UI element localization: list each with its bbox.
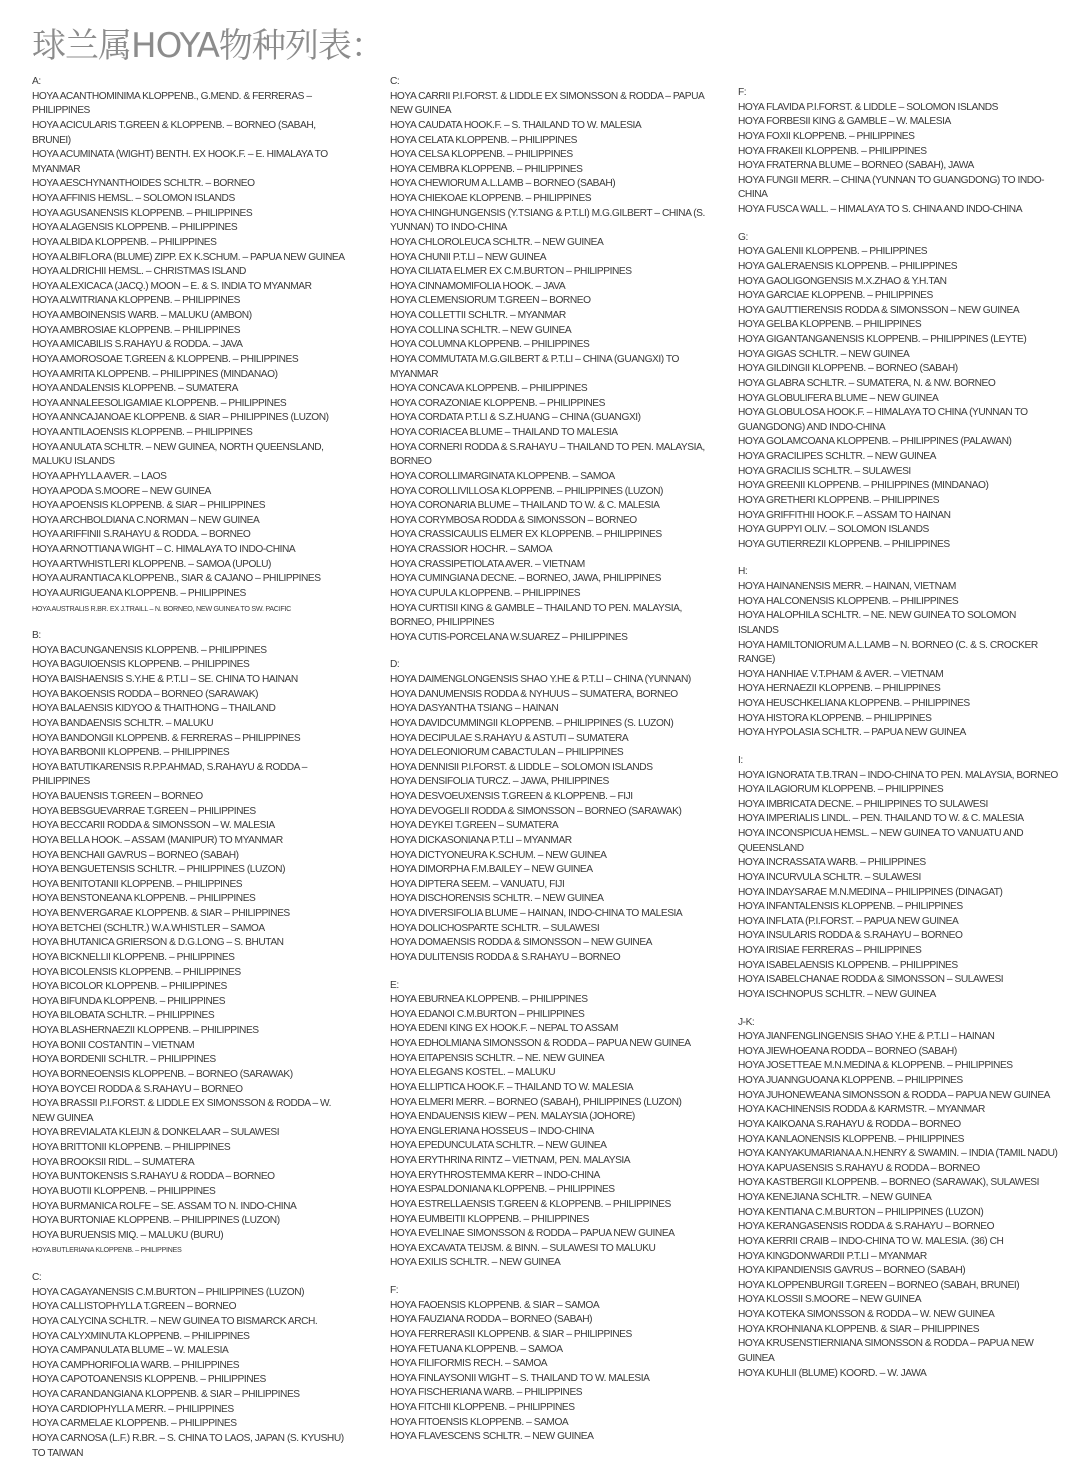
species-list: [390, 993, 710, 1271]
species-entry: HOYA BAGUIOENSIS KLOPPENB. – PHILIPPINES: [32, 659, 250, 671]
species-entry: HOYA ALBIFLORA (BLUME) ZIPP. EX K.SCHUM. – PAPUA NEW GUINEA: [32, 251, 345, 263]
species-entry: HOYA CARNOSA (L.F.) R.BR. – S. CHINA TO LAOS, JAPAN (S. KYUSHU) TO TAIWAN: [32, 1432, 344, 1459]
species-list: [390, 90, 710, 646]
species-entry: HOYA GIGANTANGANENSIS KLOPPENB. – PHILIPPINES (LEYTE): [738, 334, 1027, 345]
species-entry: HOYA BIFUNDA KLOPPENB. – PHILIPPINES: [32, 995, 226, 1007]
species-entry: HOYA DECIPULAE S.RAHAYU & ASTUTI – SUMATERA: [390, 732, 629, 744]
species-entry: HOYA INDAYSARAE M.N.MEDINA – PHILIPPINES (DINAGAT): [738, 886, 1003, 898]
species-entry: HOYA GRIFFITHII HOOK.F. – ASSAM TO HAINAN: [738, 509, 951, 521]
species-entry: HOYA ANNCAJANOAE KLOPPENB. & SIAR – PHILIPPINES (LUZON): [32, 412, 329, 424]
species-entry: HOYA ARNOTTIANA WIGHT – C. HIMALAYA TO INDO-CHINA: [32, 544, 296, 555]
species-entry: HOYA BHUTANICA GRIERSON & D.G.LONG – S. BHUTAN: [32, 937, 284, 949]
letter-section: [738, 231, 1058, 553]
species-entry: HOYA BUNTOKENSIS S.RAHAYU & RODDA – BORNEO: [32, 1171, 275, 1183]
species-entry: HOYA DOLICHOSPARTE SCHLTR. – SULAWESI: [390, 922, 600, 934]
species-entry: HOYA FILIFORMIS RECH. – SAMOA: [390, 1358, 548, 1370]
species-list: [32, 90, 352, 617]
species-entry: HOYA GLOBULIFERA BLUME – NEW GUINEA: [738, 392, 939, 404]
species-entry: HOYA IRISIAE FERRERAS – PHILIPPINES: [738, 945, 922, 956]
species-entry: HOYA HYPOLASIA SCHLTR. – PAPUA NEW GUINEA: [738, 727, 966, 739]
species-entry: HOYA CHUNII P.T.LI – NEW GUINEA: [390, 251, 547, 263]
species-entry: HOYA KERRII CRAIB – INDO-CHINA TO W. MALESIA. (36) CH: [738, 1235, 1004, 1247]
species-column-3: [738, 86, 1058, 1394]
species-entry: HOYA DENSIFOLIA TURCZ. – JAWA, PHILIPPINES: [390, 776, 609, 788]
species-entry: HOYA CHIEKOAE KLOPPENB. – PHILIPPINES: [390, 193, 592, 204]
species-entry: HOYA KINGDONWARDII P.T.LI – MYANMAR: [738, 1250, 927, 1262]
species-entry: HOYA BENGUETENSIS SCHLTR. – PHILIPPINES (LUZON): [32, 864, 286, 876]
species-entry: HOYA KROHNIANA KLOPPENB. & SIAR – PHILIPPINES: [738, 1323, 980, 1335]
species-entry: HOYA BEBSGUEVARRAE T.GREEN – PHILIPPINES: [32, 805, 256, 817]
species-entry: HOYA EPEDUNCULATA SCHLTR. – NEW GUINEA: [390, 1140, 607, 1152]
species-entry: HOYA INCURVULA SCHLTR. – SULAWESI: [738, 871, 921, 883]
species-entry: HOYA ELEGANS KOSTEL. – MALUKU: [390, 1067, 556, 1079]
species-entry: HOYA CRASSIPETIOLATA AVER. – VIETNAM: [390, 558, 585, 570]
species-entry: HOYA ACUMINATA (WIGHT) BENTH. EX HOOK.F. – E. HIMALAYA TO MYANMAR: [32, 149, 328, 175]
page-title: 球兰属HOYA物种列表：: [32, 26, 384, 66]
species-entry: HOYA GOLAMCOANA KLOPPENB. – PHILIPPINES (PALAWAN): [738, 436, 1012, 448]
species-entry: HOYA GILDINGII KLOPPENB. – BORNEO (SABAH): [738, 363, 958, 375]
species-entry: HOYA EDENI KING EX HOOK.F. – NEPAL TO ASSAM: [390, 1023, 619, 1035]
species-entry: HOYA BUTLERIANA KLOPPENB. – PHILIPPINES: [32, 1245, 182, 1255]
species-entry: HOYA CRASSIOR HOCHR. – SAMOA: [390, 544, 553, 555]
species-entry: HOYA ERYTHRINA RINTZ – VIETNAM, PEN. MALAYSIA: [390, 1155, 631, 1166]
species-entry: HOYA ELLIPTICA HOOK.F. – THAILAND TO W. MALESIA: [390, 1081, 634, 1093]
species-entry: HOYA CRASSICAULIS ELMER EX KLOPPENB. – PHILIPPINES: [390, 529, 662, 541]
species-entry: HOYA CINNAMOMIFOLIA HOOK. – JAVA: [390, 280, 566, 292]
species-entry: HOYA INFLATA (P.I.FORST. – PAPUA NEW GUINEA: [738, 915, 959, 927]
species-entry: HOYA BENSTONEANA KLOPPENB. – PHILIPPINES: [32, 893, 256, 905]
species-list: [32, 1286, 352, 1462]
species-entry: HOYA CUMINGIANA DECNE. – BORNEO, JAWA, PHILIPPINES: [390, 573, 661, 585]
species-entry: HOYA IMPERIALIS LINDL. – PEN. THAILAND TO W. & C. MALESIA: [738, 813, 1024, 825]
species-entry: HOYA COROLLIVILLOSA KLOPPENB. – PHILIPPINES (LUZON): [390, 485, 663, 497]
species-entry: HOYA HANHIAE V.T.PHAM & AVER. – VIETNAM: [738, 668, 944, 680]
species-entry: HOYA GREENII KLOPPENB. – PHILIPPINES (MINDANAO): [738, 480, 989, 492]
species-entry: HOYA ESTRELLAENSIS T.GREEN & KLOPPENB. – PHILIPPINES: [390, 1198, 671, 1210]
species-entry: HOYA GRACILIS SCHLTR. – SULAWESI: [738, 465, 911, 477]
species-entry: HOYA BENITOTANII KLOPPENB. – PHILIPPINES: [32, 878, 243, 890]
species-entry: HOYA DANUMENSIS RODDA & NYHUUS – SUMATERA, BORNEO: [390, 688, 678, 700]
species-entry: HOYA FOXII KLOPPENB. – PHILIPPINES: [738, 130, 915, 142]
species-entry: HOYA CALLISTOPHYLLA T.GREEN – BORNEO: [32, 1301, 237, 1313]
species-entry: HOYA CARANDANGIANA KLOPPENB. & SIAR – PHILIPPINES: [32, 1389, 300, 1400]
species-entry: HOYA AGUSANENSIS KLOPPENB. – PHILIPPINES: [32, 207, 253, 219]
species-entry: HOYA DASYANTHA TSIANG – HAINAN: [390, 703, 559, 715]
species-entry: HOYA KERANGASENSIS RODDA & S.RAHAYU – BORNEO: [738, 1221, 995, 1233]
section-letter-heading: C:: [390, 76, 400, 87]
species-entry: HOYA CHEWIORUM A.L.LAMB – BORNEO (SABAH): [390, 178, 616, 190]
species-entry: HOYA GARCIAE KLOPPENB. – PHILIPPINES: [738, 290, 933, 302]
species-entry: HOYA BICOLENSIS KLOPPENB. – PHILIPPINES: [32, 966, 241, 978]
species-entry: HOYA CONCAVA KLOPPENB. – PHILIPPINES: [390, 383, 588, 395]
species-entry: HOYA FUSCA WALL. – HIMALAYA TO S. CHINA AND INDO-CHINA: [738, 204, 1023, 215]
species-entry: HOYA FITCHII KLOPPENB. – PHILIPPINES: [390, 1402, 575, 1413]
species-entry: HOYA CAMPHORIFOLIA WARB. – PHILIPPINES: [32, 1359, 240, 1371]
species-entry: HOYA ANNALEESOLIGAMIAE KLOPPENB. – PHILIPPINES: [32, 397, 287, 409]
species-entry: HOYA JOSETTEAE M.N.MEDINA & KLOPPENB. – PHILIPPINES: [738, 1060, 1013, 1072]
species-entry: HOYA DEVOGELII RODDA & SIMONSSON – BORNEO (SARAWAK): [390, 805, 682, 817]
species-entry: HOYA ELMERI MERR. – BORNEO (SABAH), PHILIPPINES (LUZON): [390, 1096, 682, 1108]
section-letter-heading: H:: [738, 566, 748, 578]
section-letter-heading: F:: [738, 87, 747, 98]
species-entry: HOYA ENGLERIANA HOSSEUS – INDO-CHINA: [390, 1125, 594, 1137]
species-entry: HOYA FLAVESCENS SCHLTR. – NEW GUINEA: [390, 1431, 594, 1443]
species-entry: HOYA BLASHERNAEZII KLOPPENB. – PHILIPPINES: [32, 1025, 259, 1036]
letter-section: [390, 979, 710, 1272]
species-entry: HOYA GLABRA SCHLTR. – SUMATERA, N. & NW. BORNEO: [738, 377, 996, 389]
species-entry: HOYA APOENSIS KLOPPENB. & SIAR – PHILIPPINES: [32, 500, 266, 512]
species-entry: HOYA GALERAENSIS KLOPPENB. – PHILIPPINES: [738, 260, 958, 272]
species-entry: HOYA BATUTIKARENSIS R.P.P.AHMAD, S.RAHAYU & RODDA – PHILIPPINES: [32, 761, 308, 788]
species-list: [390, 673, 710, 966]
species-entry: HOYA JIANFENGLINGENSIS SHAO Y.HE & P.T.LI – HAINAN: [738, 1031, 995, 1043]
species-entry: HOYA BOYCEI RODDA & S.RAHAYU – BORNEO: [32, 1083, 243, 1095]
species-entry: HOYA ESPALDONIANA KLOPPENB. – PHILIPPINES: [390, 1184, 615, 1196]
letter-section: [738, 754, 1058, 1003]
section-letter-heading: C:: [32, 1272, 42, 1283]
species-entry: HOYA KASTBERGII KLOPPENB. – BORNEO (SARAWAK), SULAWESI: [738, 1177, 1040, 1189]
species-entry: HOYA FINLAYSONII WIGHT – S. THAILAND TO W. MALESIA: [390, 1372, 650, 1384]
species-entry: HOYA FLAVIDA P.I.FORST. & LIDDLE – SOLOMON ISLANDS: [738, 101, 999, 113]
species-entry: HOYA CHLOROLEUCA SCHLTR. – NEW GUINEA: [390, 236, 604, 248]
species-entry: HOYA COLLINA SCHLTR. – NEW GUINEA: [390, 324, 572, 336]
species-entry: HOYA BARBONII KLOPPENB. – PHILIPPINES: [32, 747, 230, 759]
section-letter-heading: A:: [32, 76, 41, 87]
letter-section: [390, 658, 710, 965]
species-entry: HOYA HERNAEZII KLOPPENB. – PHILIPPINES: [738, 683, 941, 695]
species-entry: HOYA CUTIS-PORCELANA W.SUAREZ – PHILIPPINES: [390, 631, 628, 643]
species-entry: HOYA CEMBRA KLOPPENB. – PHILIPPINES: [390, 163, 583, 175]
species-entry: HOYA AMBOINENSIS WARB. – MALUKU (AMBON): [32, 310, 252, 321]
species-entry: HOYA AMBROSIAE KLOPPENB. – PHILIPPINES: [32, 324, 241, 336]
species-entry: HOYA FERRERASII KLOPPENB. & SIAR – PHILIPPINES: [390, 1328, 632, 1340]
species-entry: HOYA ARCHBOLDIANA C.NORMAN – NEW GUINEA: [32, 514, 260, 526]
species-entry: HOYA DEYKEI T.GREEN – SUMATERA: [390, 820, 559, 832]
species-entry: HOYA EUMBEITII KLOPPENB. – PHILIPPINES: [390, 1213, 589, 1225]
species-entry: HOYA HALCONENSIS KLOPPENB. – PHILIPPINES: [738, 595, 959, 607]
species-entry: HOYA ALAGENSIS KLOPPENB. – PHILIPPINES: [32, 222, 238, 234]
species-entry: HOYA INCRASSATA WARB. – PHILIPPINES: [738, 857, 926, 869]
species-entry: HOYA GLOBULOSA HOOK.F. – HIMALAYA TO CHINA (YUNNAN TO GUANGDONG) AND INDO-CHINA: [738, 407, 1028, 433]
species-entry: HOYA CARRII P.I.FORST. & LIDDLE EX SIMONSSON & RODDA – PAPUA NEW GUINEA: [390, 90, 704, 117]
species-entry: HOYA KANYAKUMARIANA A.N.HENRY & SWAMIN. – INDIA (TAMIL NADU): [738, 1148, 1058, 1160]
species-entry: HOYA BRASSII P.I.FORST. & LIDDLE EX SIMONSSON & RODDA – W. NEW GUINEA: [32, 1098, 332, 1124]
species-entry: HOYA GRACILIPES SCHLTR. – NEW GUINEA: [738, 451, 936, 462]
species-entry: HOYA CORONARIA BLUME – THAILAND TO W. & C. MALESIA: [390, 500, 660, 512]
species-list: [738, 580, 1058, 741]
letter-section: [738, 1016, 1058, 1382]
species-entry: HOYA ANULATA SCHLTR. – NEW GUINEA, NORTH QUEENSLAND, MALUKU ISLANDS: [32, 441, 324, 468]
species-entry: HOYA BRITTONII KLOPPENB. – PHILIPPINES: [32, 1142, 231, 1153]
species-entry: HOYA DAIMENGLONGENSIS SHAO Y.HE & P.T.LI – CHINA (YUNNAN): [390, 674, 691, 685]
species-entry: HOYA ALEXICACA (JACQ.) MOON – E. & S. INDIA TO MYANMAR: [32, 280, 312, 292]
species-entry: HOYA DIPTERA SEEM. – VANUATU, FIJI: [390, 878, 565, 890]
species-entry: HOYA DICKASONIANA P.T.LI – MYANMAR: [390, 834, 572, 846]
species-entry: HOYA CAUDATA HOOK.F. – S. THAILAND TO W. MALESIA: [390, 119, 642, 131]
species-entry: HOYA GELBA KLOPPENB. – PHILIPPINES: [738, 319, 922, 331]
species-entry: HOYA IMBRICATA DECNE. – PHILIPPINES TO SULAWESI: [738, 798, 988, 810]
species-entry: HOYA AMRITA KLOPPENB. – PHILIPPINES (MINDANAO): [32, 368, 278, 380]
species-entry: HOYA CORNERI RODDA & S.RAHAYU – THAILAND TO PEN. MALAYSIA, BORNEO: [390, 441, 705, 468]
species-entry: HOYA KENTIANA C.M.BURTON – PHILIPPINES (LUZON): [738, 1206, 984, 1218]
species-entry: HOYA ISABELAENSIS KLOPPENB. – PHILIPPINES: [738, 959, 958, 971]
species-entry: HOYA FITOENSIS KLOPPENB. – SAMOA: [390, 1416, 569, 1428]
species-entry: HOYA AESCHYNANTHOIDES SCHLTR. – BORNEO: [32, 178, 255, 190]
species-entry: HOYA ANDALENSIS KLOPPENB. – SUMATERA: [32, 383, 238, 395]
species-entry: HOYA CORIACEA BLUME – THAILAND TO MALESIA: [390, 427, 618, 438]
species-entry: HOYA COROLLIMARGINATA KLOPPENB. – SAMOA: [390, 470, 615, 482]
species-entry: HOYA GUTIERREZII KLOPPENB. – PHILIPPINES: [738, 538, 950, 550]
species-entry: HOYA AURANTIACA KLOPPENB., SIAR & CAJANO – PHILIPPINES: [32, 573, 321, 585]
species-entry: HOYA CAPOTOANENSIS KLOPPENB. – PHILIPPINES: [32, 1374, 266, 1386]
species-entry: HOYA KUHLII (BLUME) KOORD. – W. JAWA: [738, 1367, 927, 1379]
species-entry: HOYA INSULARIS RODDA & S.RAHAYU – BORNEO: [738, 930, 963, 942]
species-entry: HOYA FAUZIANA RODDA – BORNEO (SABAH): [390, 1314, 593, 1326]
species-entry: HOYA ENDAUENSIS KIEW – PEN. MALAYSIA (JOHORE): [390, 1111, 635, 1123]
species-entry: HOYA BILOBATA SCHLTR. – PHILIPPINES: [32, 1010, 215, 1022]
species-entry: HOYA BAUENSIS T.GREEN – BORNEO: [32, 791, 203, 802]
species-list: [738, 101, 1058, 218]
species-entry: HOYA BURMANICA ROLFE – SE. ASSAM TO N. INDO-CHINA: [32, 1200, 297, 1212]
species-entry: HOYA HISTORA KLOPPENB. – PHILIPPINES: [738, 712, 932, 724]
species-entry: HOYA KAPUASENSIS S.RAHAYU & RODDA – BORNEO: [738, 1162, 980, 1174]
species-list: [738, 245, 1058, 552]
species-entry: HOYA CILIATA ELMER EX C.M.BURTON – PHILIPPINES: [390, 266, 632, 278]
species-entry: HOYA CARDIOPHYLLA MERR. – PHILIPPINES: [32, 1403, 234, 1415]
species-entry: HOYA ARTWHISTLERI KLOPPENB. – SAMOA (UPOLU): [32, 558, 271, 570]
section-letter-heading: G:: [738, 231, 748, 243]
species-entry: HOYA ALDRICHII HEMSL. – CHRISTMAS ISLAND: [32, 266, 246, 278]
species-entry: HOYA IGNORATA T.B.TRAN – INDO-CHINA TO PEN. MALAYSIA, BORNEO: [738, 769, 1058, 781]
species-entry: HOYA GUPPYI OLIV. – SOLOMON ISLANDS: [738, 524, 929, 536]
letter-section: [32, 629, 352, 1258]
species-entry: HOYA FETUANA KLOPPENB. – SAMOA: [390, 1343, 563, 1355]
species-entry: HOYA BETCHEI (SCHLTR.) W.A.WHISTLER – SAMOA: [32, 922, 265, 934]
species-entry: HOYA JUHONEWEANA SIMONSSON & RODDA – PAPUA NEW GUINEA: [738, 1089, 1051, 1101]
species-entry: HOYA COLLETTII SCHLTR. – MYANMAR: [390, 310, 566, 321]
species-entry: HOYA GAUTTIERENSIS RODDA & SIMONSSON – NEW GUINEA: [738, 304, 1020, 316]
species-entry: HOYA BAKOENSIS RODDA – BORNEO (SARAWAK): [32, 688, 259, 700]
species-entry: HOYA CORAZONIAE KLOPPENB. – PHILIPPINES: [390, 397, 605, 409]
species-entry: HOYA FISCHERIANA WARB. – PHILIPPINES: [390, 1387, 583, 1399]
species-entry: HOYA BUOTII KLOPPENB. – PHILIPPINES: [32, 1185, 216, 1197]
species-entry: HOYA BELLA HOOK. – ASSAM (MANIPUR) TO MYANMAR: [32, 834, 283, 846]
species-entry: HOYA KANLAONENSIS KLOPPENB. – PHILIPPINES: [738, 1133, 964, 1145]
species-entry: HOYA CORDATA P.T.LI & S.Z.HUANG – CHINA (GUANGXI): [390, 412, 641, 424]
species-entry: HOYA AURIGUEANA KLOPPENB. – PHILIPPINES: [32, 587, 246, 599]
species-entry: HOYA EBURNEA KLOPPENB. – PHILIPPINES: [390, 994, 588, 1006]
species-entry: HOYA BENVERGARAE KLOPPENB. & SIAR – PHILIPPINES: [32, 908, 290, 919]
letter-section: [738, 565, 1058, 741]
species-entry: HOYA CARMELAE KLOPPENB. – PHILIPPINES: [32, 1418, 237, 1430]
letter-section: [390, 75, 710, 645]
species-list: [390, 1299, 710, 1445]
species-entry: HOYA EXCAVATA TEIJSM. & BINN. – SULAWESI TO MALUKU: [390, 1242, 656, 1254]
species-entry: HOYA CALYXMINUTA KLOPPENB. – PHILIPPINES: [32, 1330, 250, 1342]
species-list: [32, 644, 352, 1258]
species-entry: HOYA BURTONIAE KLOPPENB. – PHILIPPINES (LUZON): [32, 1215, 280, 1227]
species-entry: HOYA EXILIS SCHLTR. – NEW GUINEA: [390, 1257, 561, 1269]
species-entry: HOYA INCONSPICUA HEMSL. – NEW GUINEA TO VANUATU AND QUEENSLAND: [738, 828, 1024, 854]
species-entry: HOYA GALENII KLOPPENB. – PHILIPPINES: [738, 246, 928, 258]
species-entry: HOYA DENNISII P.I.FORST. & LIDDLE – SOLOMON ISLANDS: [390, 761, 653, 773]
species-entry: HOYA DISCHORENSIS SCHLTR. – NEW GUINEA: [390, 893, 604, 905]
species-entry: HOYA ALWITRIANA KLOPPENB. – PHILIPPINES: [32, 295, 240, 307]
species-entry: HOYA CORYMBOSA RODDA & SIMONSSON – BORNEO: [390, 514, 637, 526]
species-entry: HOYA GRETHERI KLOPPENB. – PHILIPPINES: [738, 494, 940, 506]
species-entry: HOYA ISCHNOPUS SCHLTR. – NEW GUINEA: [738, 988, 936, 1000]
species-entry: HOYA GIGAS SCHLTR. – NEW GUINEA: [738, 348, 910, 360]
letter-section: [32, 75, 352, 616]
species-entry: HOYA BECCARII RODDA & SIMONSSON – W. MALESIA: [32, 820, 275, 832]
species-entry: HOYA BICOLOR KLOPPENB. – PHILIPPINES: [32, 981, 227, 993]
species-entry: HOYA INFANTALENSIS KLOPPENB. – PHILIPPINES: [738, 901, 963, 913]
species-entry: HOYA AMICABILIS S.RAHAYU & RODDA. – JAVA: [32, 339, 243, 351]
species-entry: HOYA BICKNELLII KLOPPENB. – PHILIPPINES: [32, 951, 235, 963]
species-column-1: [32, 75, 352, 1474]
species-entry: HOYA BACUNGANENSIS KLOPPENB. – PHILIPPINES: [32, 644, 267, 656]
species-entry: HOYA AUSTRALIS R.BR. EX J.TRAILL – N. BORNEO, NEW GUINEA TO SW. PACIFIC: [32, 603, 292, 613]
species-entry: HOYA DOMAENSIS RODDA & SIMONSSON – NEW GUINEA: [390, 937, 653, 949]
section-letter-heading: D:: [390, 659, 400, 671]
species-entry: HOYA ISABELCHANAE RODDA & SIMONSSON – SULAWESI: [738, 974, 1004, 986]
species-entry: HOYA BORNEOENSIS KLOPPENB. – BORNEO (SARAWAK): [32, 1068, 293, 1080]
species-entry: HOYA EITAPENSIS SCHLTR. – NE. NEW GUINEA: [390, 1052, 605, 1064]
species-entry: HOYA BAISHAENSIS S.Y.HE & P.T.LI – SE. CHINA TO HAINAN: [32, 674, 298, 685]
species-entry: HOYA CURTISII KING & GAMBLE – THAILAND TO PEN. MALAYSIA, BORNEO, PHILIPPINES: [390, 602, 682, 629]
species-entry: HOYA CHINGHUNGENSIS (Y.TSIANG & P.T.LI) M.G.GILBERT – CHINA (S. YUNNAN) TO INDO-CHINA: [390, 207, 705, 234]
species-entry: HOYA FRATERNA BLUME – BORNEO (SABAH), JAWA: [738, 160, 974, 172]
species-entry: HOYA HAINANENSIS MERR. – HAINAN, VIETNAM: [738, 581, 956, 592]
species-entry: HOYA ACICULARIS T.GREEN & KLOPPENB. – BORNEO (SABAH, BRUNEI): [32, 119, 316, 146]
species-entry: HOYA BANDONGII KLOPPENB. & FERRERAS – PHILIPPINES: [32, 732, 301, 744]
species-entry: HOYA CUPULA KLOPPENB. – PHILIPPINES: [390, 587, 581, 599]
species-entry: HOYA JUANNGUOANA KLOPPENB. – PHILIPPINES: [738, 1075, 963, 1086]
species-entry: HOYA KAIKOANA S.RAHAYU & RODDA – BORNEO: [738, 1118, 961, 1130]
species-entry: HOYA FUNGII MERR. – CHINA (YUNNAN TO GUANGDONG) TO INDO-CHINA: [738, 174, 1045, 201]
species-entry: HOYA CAGAYANENSIS C.M.BURTON – PHILIPPINES (LUZON): [32, 1286, 305, 1298]
species-entry: HOYA KLOSSII S.MOORE – NEW GUINEA: [738, 1294, 922, 1306]
species-entry: HOYA APHYLLA AVER. – LAOS: [32, 470, 167, 482]
species-entry: HOYA KENEJIANA SCHLTR. – NEW GUINEA: [738, 1192, 932, 1203]
species-entry: HOYA ACANTHOMINIMA KLOPPENB., G.MEND. & FERRERAS – PHILIPPINES: [32, 90, 312, 117]
species-entry: HOYA ANTILAOENSIS KLOPPENB. – PHILIPPINES: [32, 427, 253, 438]
section-letter-heading: I:: [738, 754, 743, 766]
species-entry: HOYA BONII COSTANTIN – VIETNAM: [32, 1039, 195, 1051]
species-entry: HOYA ILAGIORUM KLOPPENB. – PHILIPPINES: [738, 784, 944, 796]
species-entry: HOYA KACHINENSIS RODDA & KARMSTR. – MYANMAR: [738, 1104, 985, 1116]
section-letter-heading: F:: [390, 1285, 399, 1296]
species-entry: HOYA BORDENII SCHLTR. – PHILIPPINES: [32, 1054, 216, 1066]
species-entry: HOYA FORBESII KING & GAMBLE – W. MALESIA: [738, 116, 951, 128]
species-entry: HOYA HEUSCHKELIANA KLOPPENB. – PHILIPPINES: [738, 698, 970, 709]
section-letter-heading: J-K:: [738, 1016, 755, 1028]
species-entry: HOYA COLUMNA KLOPPENB. – PHILIPPINES: [390, 339, 590, 351]
species-entry: HOYA BALAENSIS KIDYOO & THAITHONG – THAILAND: [32, 703, 276, 715]
species-entry: HOYA FAOENSIS KLOPPENB. & SIAR – SAMOA: [390, 1299, 600, 1311]
species-entry: HOYA DELEONIORUM CABACTULAN – PHILIPPINES: [390, 747, 624, 759]
species-entry: HOYA DIMORPHA F.M.BAILEY – NEW GUINEA: [390, 864, 593, 876]
letter-section: [738, 86, 1058, 218]
species-entry: HOYA CELATA KLOPPENB. – PHILIPPINES: [390, 134, 577, 146]
species-entry: HOYA DICTYONEURA K.SCHUM. – NEW GUINEA: [390, 849, 607, 861]
species-list: [738, 769, 1058, 1003]
species-entry: HOYA DESVOEUXENSIS T.GREEN & KLOPPENB. – FIJI: [390, 791, 633, 802]
species-entry: HOYA FRAKEII KLOPPENB. – PHILIPPINES: [738, 145, 927, 157]
species-entry: HOYA ARIFFINII S.RAHAYU & RODDA. – BORNEO: [32, 529, 251, 541]
species-entry: HOYA BANDAENSIS SCHLTR. – MALUKU: [32, 717, 214, 729]
species-entry: HOYA AFFINIS HEMSL. – SOLOMON ISLANDS: [32, 193, 235, 204]
species-entry: HOYA ALBIDA KLOPPENB. – PHILIPPINES: [32, 236, 217, 248]
species-entry: HOYA KLOPPENBURGII T.GREEN – BORNEO (SABAH, BRUNEI): [738, 1279, 1020, 1291]
species-entry: HOYA GAOLIGONGENSIS M.X.ZHAO & Y.H.TAN: [738, 275, 947, 287]
species-entry: HOYA BENCHAII GAVRUS – BORNEO (SABAH): [32, 849, 239, 861]
species-entry: HOYA KIPANDIENSIS GAVRUS – BORNEO (SABAH): [738, 1265, 966, 1277]
species-entry: HOYA CLEMENSIORUM T.GREEN – BORNEO: [390, 295, 591, 307]
section-letter-heading: E:: [390, 979, 399, 991]
species-entry: HOYA BURUENSIS MIQ. – MALUKU (BURU): [32, 1229, 224, 1241]
species-entry: HOYA BREVIALATA KLEIJN & DONKELAAR – SULAWESI: [32, 1127, 280, 1139]
species-entry: HOYA HAMILTONIORUM A.L.LAMB – N. BORNEO (C. & S. CROCKER RANGE): [738, 639, 1038, 666]
species-entry: HOYA CAMPANULATA BLUME – W. MALESIA: [32, 1345, 229, 1357]
species-entry: HOYA KRUSENSTIERNIANA SIMONSSON & RODDA – PAPUA NEW GUINEA: [738, 1338, 1034, 1364]
species-entry: HOYA DIVERSIFOLIA BLUME – HAINAN, INDO-CHINA TO MALESIA: [390, 908, 683, 919]
letter-section: [32, 1271, 352, 1461]
species-entry: HOYA DULITENSIS RODDA & S.RAHAYU – BORNEO: [390, 951, 621, 963]
species-entry: HOYA CALYCINA SCHLTR. – NEW GUINEA TO BISMARCK ARCH.: [32, 1315, 318, 1327]
species-entry: HOYA BROOKSII RIDL. – SUMATERA: [32, 1156, 195, 1168]
section-letter-heading: B:: [32, 630, 41, 642]
letter-section: [390, 1284, 710, 1445]
species-entry: HOYA KOTEKA SIMONSSON & RODDA – W. NEW GUINEA: [738, 1309, 995, 1320]
species-entry: HOYA EDANOI C.M.BURTON – PHILIPPINES: [390, 1008, 585, 1020]
species-entry: HOYA EDHOLMIANA SIMONSSON & RODDA – PAPUA NEW GUINEA: [390, 1038, 691, 1049]
species-entry: HOYA AMOROSOAE T.GREEN & KLOPPENB. – PHILIPPINES: [32, 353, 299, 365]
species-entry: HOYA DAVIDCUMMINGII KLOPPENB. – PHILIPPINES (S. LUZON): [390, 717, 674, 729]
species-entry: HOYA CELSA KLOPPENB. – PHILIPPINES: [390, 149, 573, 161]
species-list: [738, 1030, 1058, 1381]
species-entry: HOYA ERYTHROSTEMMA KERR – INDO-CHINA: [390, 1169, 600, 1181]
species-entry: HOYA COMMUTATA M.G.GILBERT & P.T.LI – CHINA (GUANGXI) TO MYANMAR: [390, 353, 679, 380]
species-column-2: [390, 75, 710, 1458]
species-entry: HOYA APODA S.MOORE – NEW GUINEA: [32, 485, 211, 497]
species-entry: HOYA EVELINAE SIMONSSON & RODDA – PAPUA NEW GUINEA: [390, 1228, 675, 1240]
species-entry: HOYA HALOPHILA SCHLTR. – NE. NEW GUINEA TO SOLOMON ISLANDS: [738, 610, 1016, 636]
species-entry: HOYA JIEWHOEANA RODDA – BORNEO (SABAH): [738, 1045, 957, 1057]
